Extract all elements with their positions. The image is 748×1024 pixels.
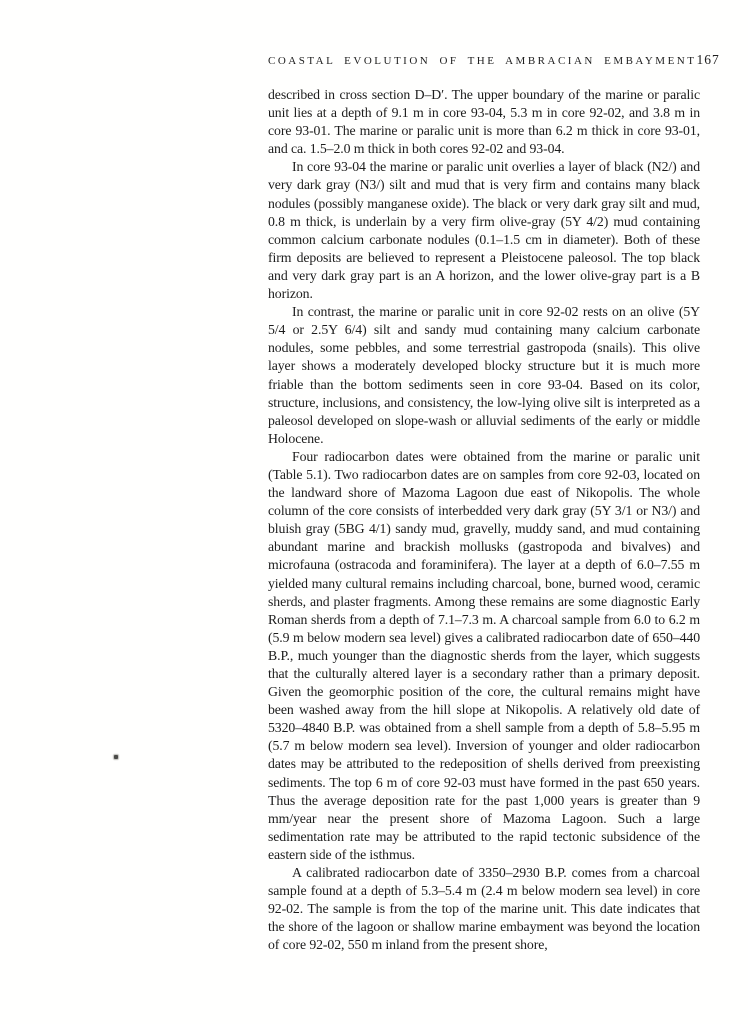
paragraph-core-92-02-paleosol: In contrast, the marine or paralic unit in core 92-02 rests on an olive (5Y 5/4 or 2.5Y 6/4) silt and sandy mud containing many calcium carbonate nodules, some pebbles, and some terrestrial gastropoda (snails). This olive layer shows a moderately developed blocky structure but it is much more friable than the bottom sediments seen in core 93-04. Based on its color, structure, inclusions, and consistency, the low-lying olive silt is interpreted as a paleosol developed on slope-wash or alluvial sediments of the early or middle Holocene.: [268, 304, 700, 446]
running-header: [268, 52, 720, 68]
page-number: 167: [696, 52, 720, 67]
running-header-title: COASTAL EVOLUTION OF THE AMBRACIAN EMBAYMENT: [268, 55, 697, 67]
paragraph-radiocarbon-dates: Four radiocarbon dates were obtained from the marine or paralic unit (Table 5.1). Two radiocarbon dates are on samples from core 92-03, located on the landward shore of Mazoma Lagoon due east of Nikopolis. The whole column of the core consists of interbedded very dark gray (5Y 3/1 or N3/) and bluish gray (5BG 4/1) sandy mud, gravelly, muddy sand, and mud containing abundant marine and brackish mollusks (gastropoda and bivalves) and microfauna (ostracoda and foraminifera). The layer at a depth of 6.0–7.55 m yielded many cultural remains including charcoal, bone, burned wood, ceramic sherds, and plaster fragments. Among these remains are some diagnostic Early Roman sherds from a depth of 7.1–7.3 m. A charcoal sample from 6.0 to 6.2 m (5.9 m below modern sea level) gives a calibrated radiocarbon date of 650–440 B.P., much younger than the diagnostic sherds from the layer, which suggests that the culturally altered layer is a secondary rather than a primary deposit. Given the geomorphic position of the core, the cultural remains might have been washed away from the hill slope at Nikopolis. A relatively old date of 5320–4840 B.P. was obtained from a shell sample from a depth of 5.8–5.95 m (5.7 m below modern sea level). Inversion of younger and older radiocarbon dates may be attributed to the redeposition of shells derived from preexisting sediments. The top 6 m of core 92-03 must have formed in the past 650 years. Thus the average deposition rate for the past 1,000 years is greater than 9 mm/year near the present shore of Mazoma Lagoon. Such a large sedimentation rate may be attributed to the rapid tectonic subsidence of the eastern side of the isthmus.: [268, 448, 700, 862]
page-body-text: [268, 86, 700, 955]
paragraph-calibrated-date: A calibrated radiocarbon date of 3350–2930 B.P. comes from a charcoal sample found at a depth of 5.3–5.4 m (2.4 m below modern sea level) in core 92-02. The sample is from the top of the marine unit. This date indicates that the shore of the lagoon or shallow marine embayment was beyond the location of core 92-02, 550 m inland from the present shore,: [268, 865, 700, 953]
paragraph-continuation: described in cross section D–D′. The upper boundary of the marine or paralic unit lies at a depth of 9.1 m in core 93-04, 5.3 m in core 92-02, and 3.8 m in core 93-01. The marine or paralic unit is more than 6.2 m thick in core 93-01, and ca. 1.5–2.0 m thick in both cores 92-02 and 93-04.: [268, 87, 700, 157]
paragraph-core-93-04: In core 93-04 the marine or paralic unit overlies a layer of black (N2/) and very dark gray (N3/) silt and mud that is very firm and contains many black nodules (possibly manganese oxide). The black or very dark gray silt and mud, 0.8 m thick, is underlain by a very firm olive-gray (5Y 4/2) mud containing common calcium carbonate nodules (0.1–1.5 cm in diameter). Both of these firm deposits are believed to represent a Pleistocene paleosol. The top black and very dark gray part is an A horizon, and the lower olive-gray part is a B horizon.: [268, 159, 700, 302]
scan-speck-artifact: [114, 755, 118, 759]
